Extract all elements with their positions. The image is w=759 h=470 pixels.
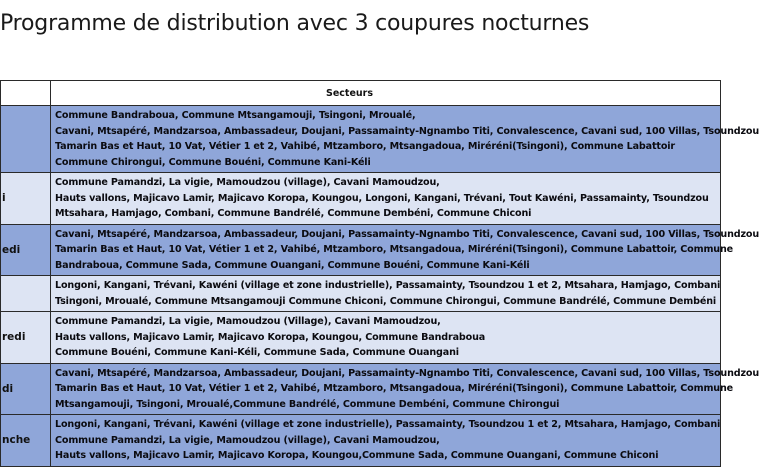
table-row — [1, 106, 721, 173]
sectors-cell — [51, 363, 759, 415]
sector-line: Cavani, Mtsapéré, Mandzarsoa, Ambassadeur, Doujani, Passamainty-Ngnambo Titi, Convalescence, Cavani sud, 100 Villas, Tsoundzou — [55, 125, 759, 137]
table-row — [1, 224, 721, 276]
sector-line: Commune Pamandzi, La vigie, Mamoudzou (village), Cavani Mamoudzou, — [55, 434, 440, 446]
distribution-table-container — [0, 80, 759, 470]
sectors-cell — [51, 106, 759, 173]
sector-line: Hauts vallons, Majicavo Lamir, Majicavo Koropa, Koungou,Commune Sada, Commune Ouangani, Commune Chiconi — [55, 450, 659, 461]
sector-line: Tamarin Bas et Haut, 10 Vat, Vétier 1 et 2, Vahibé, Mtzamboro, Mtsangadoua, Miréréni(Tsingoni), Commune Labattoir, Commune — [55, 383, 734, 394]
header-sectors-label: Secteurs — [325, 87, 373, 99]
sector-line: Commune Bouéni, Commune Kani-Kéli, Commune Sada, Commune Ouangani — [55, 347, 459, 358]
sector-line: Tamarin Bas et Haut, 10 Vat, Vétier 1 et 2, Vahibé, Mtzamboro, Mtsangadoua, Miréréni(Tsingoni), Commune Labattoir — [55, 141, 676, 152]
sector-line: Longoni, Kangani, Trévani, Kawéni (village et zone industrielle), Passamainty, Tsoundzou 1 et 2, Mtsahara, Hamjago, Combani — [55, 280, 721, 291]
sector-line: Cavani, Mtsapéré, Mandzarsoa, Ambassadeur, Doujani, Passamainty-Ngnambo Titi, Convalescence, Cavani sud, 100 Villas, Tsoundzou — [55, 367, 759, 379]
table-header-row — [1, 81, 721, 106]
sector-line: Commune Pamandzi, La vigie, Mamoudzou (village), Cavani Mamoudzou, — [55, 177, 440, 188]
sectors-cell — [51, 415, 721, 467]
table-body — [1, 106, 759, 467]
header-sectors-cell — [51, 81, 721, 106]
distribution-table — [0, 80, 759, 467]
day-cell: di — [1, 363, 51, 415]
table-row — [1, 415, 721, 467]
sector-line: Hauts vallons, Majicavo Lamir, Majicavo Koropa, Koungou, Longoni, Kangani, Trévani, Tout Kawéni, Passamainty, Tsoundzou — [55, 192, 709, 204]
table-row — [1, 276, 721, 312]
sector-line: Longoni, Kangani, Trévani, Kawéni (village et zone industrielle), Passamainty, Tsoundzou 1 et 2, Mtsahara, Hamjago, Combani — [55, 419, 721, 430]
day-cell — [1, 106, 51, 173]
sector-line: Tsingoni, Mroualé, Commune Mtsangamouji Commune Chiconi, Commune Chirongui, Commune Bandrélé, Commune Dembéni — [55, 295, 717, 307]
table-row — [1, 312, 721, 364]
day-cell: redi — [1, 312, 51, 364]
sector-line: Bandraboua, Commune Sada, Commune Ouangani, Commune Bouéni, Commune Kani-Kéli — [55, 259, 530, 271]
sector-line: Commune Bandraboua, Commune Mtsangamouji, Tsingoni, Mroualé, — [55, 110, 416, 121]
sectors-cell — [51, 224, 759, 276]
table-row — [1, 173, 721, 225]
sectors-cell — [51, 173, 721, 225]
day-cell: edi — [1, 224, 51, 276]
sector-line: Cavani, Mtsapéré, Mandzarsoa, Ambassadeur, Doujani, Passamainty-Ngnambo Titi, Convalescence, Cavani sud, 100 Villas, Tsoundzou — [55, 228, 759, 240]
sector-line: Commune Chirongui, Commune Bouéni, Commune Kani-Kéli — [55, 156, 371, 168]
sector-line: Tamarin Bas et Haut, 10 Vat, Vétier 1 et 2, Vahibé, Mtzamboro, Mtsangadoua, Miréréni(Tsingoni), Commune Labattoir, Commune — [55, 244, 734, 255]
day-cell: i — [1, 173, 51, 225]
sectors-cell — [51, 276, 721, 312]
sector-line: Mtsahara, Hamjago, Combani, Commune Bandrélé, Commune Dembéni, Commune Chiconi — [55, 208, 532, 219]
table-row — [1, 363, 721, 415]
sector-line: Hauts vallons, Majicavo Lamir, Majicavo Koropa, Koungou, Commune Bandraboua — [55, 331, 486, 343]
sectors-cell — [51, 312, 721, 364]
sector-line: Mtsangamouji, Tsingoni, Mroualé,Commune Bandrélé, Commune Dembéni, Commune Chirongui — [55, 398, 560, 410]
page-title: Programme de distribution avec 3 coupures nocturnes — [0, 11, 590, 36]
day-cell — [1, 276, 51, 312]
day-cell: nche — [1, 415, 51, 467]
header-day-cell — [1, 81, 51, 106]
sector-line: Commune Pamandzi, La vigie, Mamoudzou (Village), Cavani Mamoudzou, — [55, 316, 441, 327]
